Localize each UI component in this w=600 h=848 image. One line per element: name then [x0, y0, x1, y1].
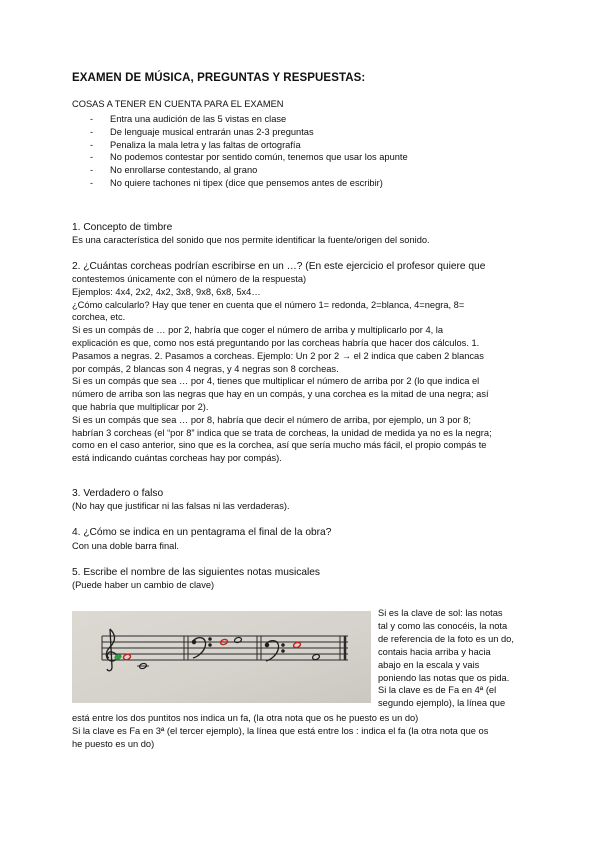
question-5-answer: [72, 712, 488, 751]
answer-line: Pasamos a negras. 2. Pasamos a corcheas. Ejemplo: Un 2 por 2 → el 2 indica que caben 2 blancas: [72, 350, 484, 361]
answer-line: Es una característica del sonido que nos permite identificar la fuente/origen del sonido.: [72, 235, 430, 245]
answer-line: poniendo las notas que os pida.: [378, 672, 510, 683]
music-staff-photo: [72, 611, 371, 703]
answer-line: segundo ejemplo), la línea que: [378, 698, 506, 709]
answer-line: (No hay que justificar ni las falsas ni las verdaderas).: [72, 501, 290, 511]
list-item: [72, 126, 408, 139]
question-1-heading: 1. Concepto de timbre: [72, 222, 173, 233]
heading-line: 2. ¿Cuántas corcheas podrían escribirse en un …? (En este ejercicio el profesor quiere que: [72, 261, 486, 272]
list-item-text: No quiere tachones ni tipex (dice que pensemos antes de escribir): [110, 177, 383, 188]
heading-line: contestemos únicamente con el número de la respuesta): [72, 274, 307, 284]
question-2-answer: [72, 273, 492, 465]
question-5-subheading: (Puede haber un cambio de clave): [72, 580, 215, 590]
answer-line: por compás, 2 blancas son 4 negras, y 4 negras son 8 corcheas.: [72, 363, 339, 374]
list-item-text: No enrollarse contestando, al grano: [110, 165, 258, 176]
answer-line: Si la clave es Fa en 3ª (el tercer ejemplo), la línea que está entre los : indica el fa (la otra nota que os: [72, 726, 489, 736]
question-1-answer: [72, 234, 430, 247]
answer-line: abajo en la escala y vais: [378, 659, 480, 670]
answer-line: corchea, etc.: [72, 312, 126, 323]
list-item-text: Penaliza la mala letra y las faltas de ortografía: [110, 139, 301, 150]
answer-line: que habría que multiplicar por 2).: [72, 401, 209, 412]
list-item: [72, 164, 408, 177]
staff-drawing: [72, 611, 371, 703]
answer-line: está entre los dos puntitos nos indica un fa, (la otra nota que os he puesto es un do): [72, 713, 419, 723]
answer-line: Si es un compás de … por 2, habría que coger el número de arriba y multiplicarlo por 4, la: [72, 325, 444, 336]
bullet-dash: -: [90, 139, 94, 150]
notes-heading: COSAS A TENER EN CUENTA PARA EL EXAMEN: [72, 99, 284, 109]
list-item: [72, 113, 408, 126]
answer-line: Si es la clave de sol: las notas: [378, 608, 503, 618]
answer-line: tal y como las conocéis, la nota: [378, 620, 508, 631]
answer-line: Si es un compás que sea … por 8, habría que decir el número de arriba, por ejemplo, un 3 por 8;: [72, 414, 471, 425]
bullet-dash: -: [90, 165, 94, 176]
question-5-side-text: [378, 607, 514, 710]
answer-line: contais hacia arriba y hacia: [378, 646, 491, 657]
answer-line: explicación es que, como nos está preguntando por las corcheas habría que hacer dos cálculos. 1.: [72, 337, 480, 348]
answer-line: de referencia de la foto es un do,: [378, 633, 514, 644]
answer-line: ¿Cómo calcularlo? Hay que tener en cuenta que el número 1= redonda, 2=blanca, 4=negra, 8=: [72, 299, 465, 310]
list-item-text: De lenguaje musical entrarán unas 2-3 preguntas: [110, 126, 314, 137]
question-5-heading: 5. Escribe el nombre de las siguientes notas musicales: [72, 567, 321, 578]
bullet-dash: -: [90, 177, 94, 188]
answer-line: Si es un compás que sea … por 4, tienes que multiplicar el número de arriba por 2 (lo que indica el: [72, 376, 480, 387]
list-item: [72, 139, 408, 152]
list-item-text: No podemos contestar por sentido común, tenemos que usar los apunte: [110, 152, 408, 163]
question-4-heading: 4. ¿Cómo se indica en un pentagrama el final de la obra?: [72, 527, 332, 538]
answer-line: número de arriba son las negras que hay en un compás, y una corchea es la mitad de una negra; así: [72, 389, 489, 400]
question-3-answer: [72, 500, 290, 513]
bullet-dash: -: [90, 126, 94, 137]
answer-line: Ejemplos: 4x4, 2x2, 4x2, 3x8, 9x8, 6x8, 5x4…: [72, 286, 261, 297]
answer-line: como en el caso anterior, sino que es la corchea, así que sería mucho más fácil, el propio compás te: [72, 440, 487, 451]
question-2-heading: [72, 260, 485, 273]
bullet-dash: -: [90, 114, 94, 124]
answer-line: habrían 3 corcheas (el “por 8” indica que se trata de corcheas, la unidad de medida ya no es la negra;: [72, 427, 492, 438]
answer-line: Con una doble barra final.: [72, 541, 179, 551]
question-4-answer: [72, 540, 179, 553]
answer-line: Si la clave es de Fa en 4ª (el: [378, 685, 497, 696]
answer-line: está indicando cuántas corcheas hay por compás).: [72, 453, 282, 464]
list-item: [72, 177, 408, 190]
bullet-dash: -: [90, 152, 94, 163]
page-title: EXAMEN DE MÚSICA, PREGUNTAS Y RESPUESTAS:: [72, 72, 366, 84]
notes-list: [72, 113, 408, 190]
question-3-heading: 3. Verdadero o falso: [72, 488, 164, 499]
list-item: [72, 151, 408, 164]
list-item-text: Entra una audición de las 5 vistas en clase: [110, 114, 287, 124]
answer-line: he puesto es un do): [72, 739, 155, 749]
